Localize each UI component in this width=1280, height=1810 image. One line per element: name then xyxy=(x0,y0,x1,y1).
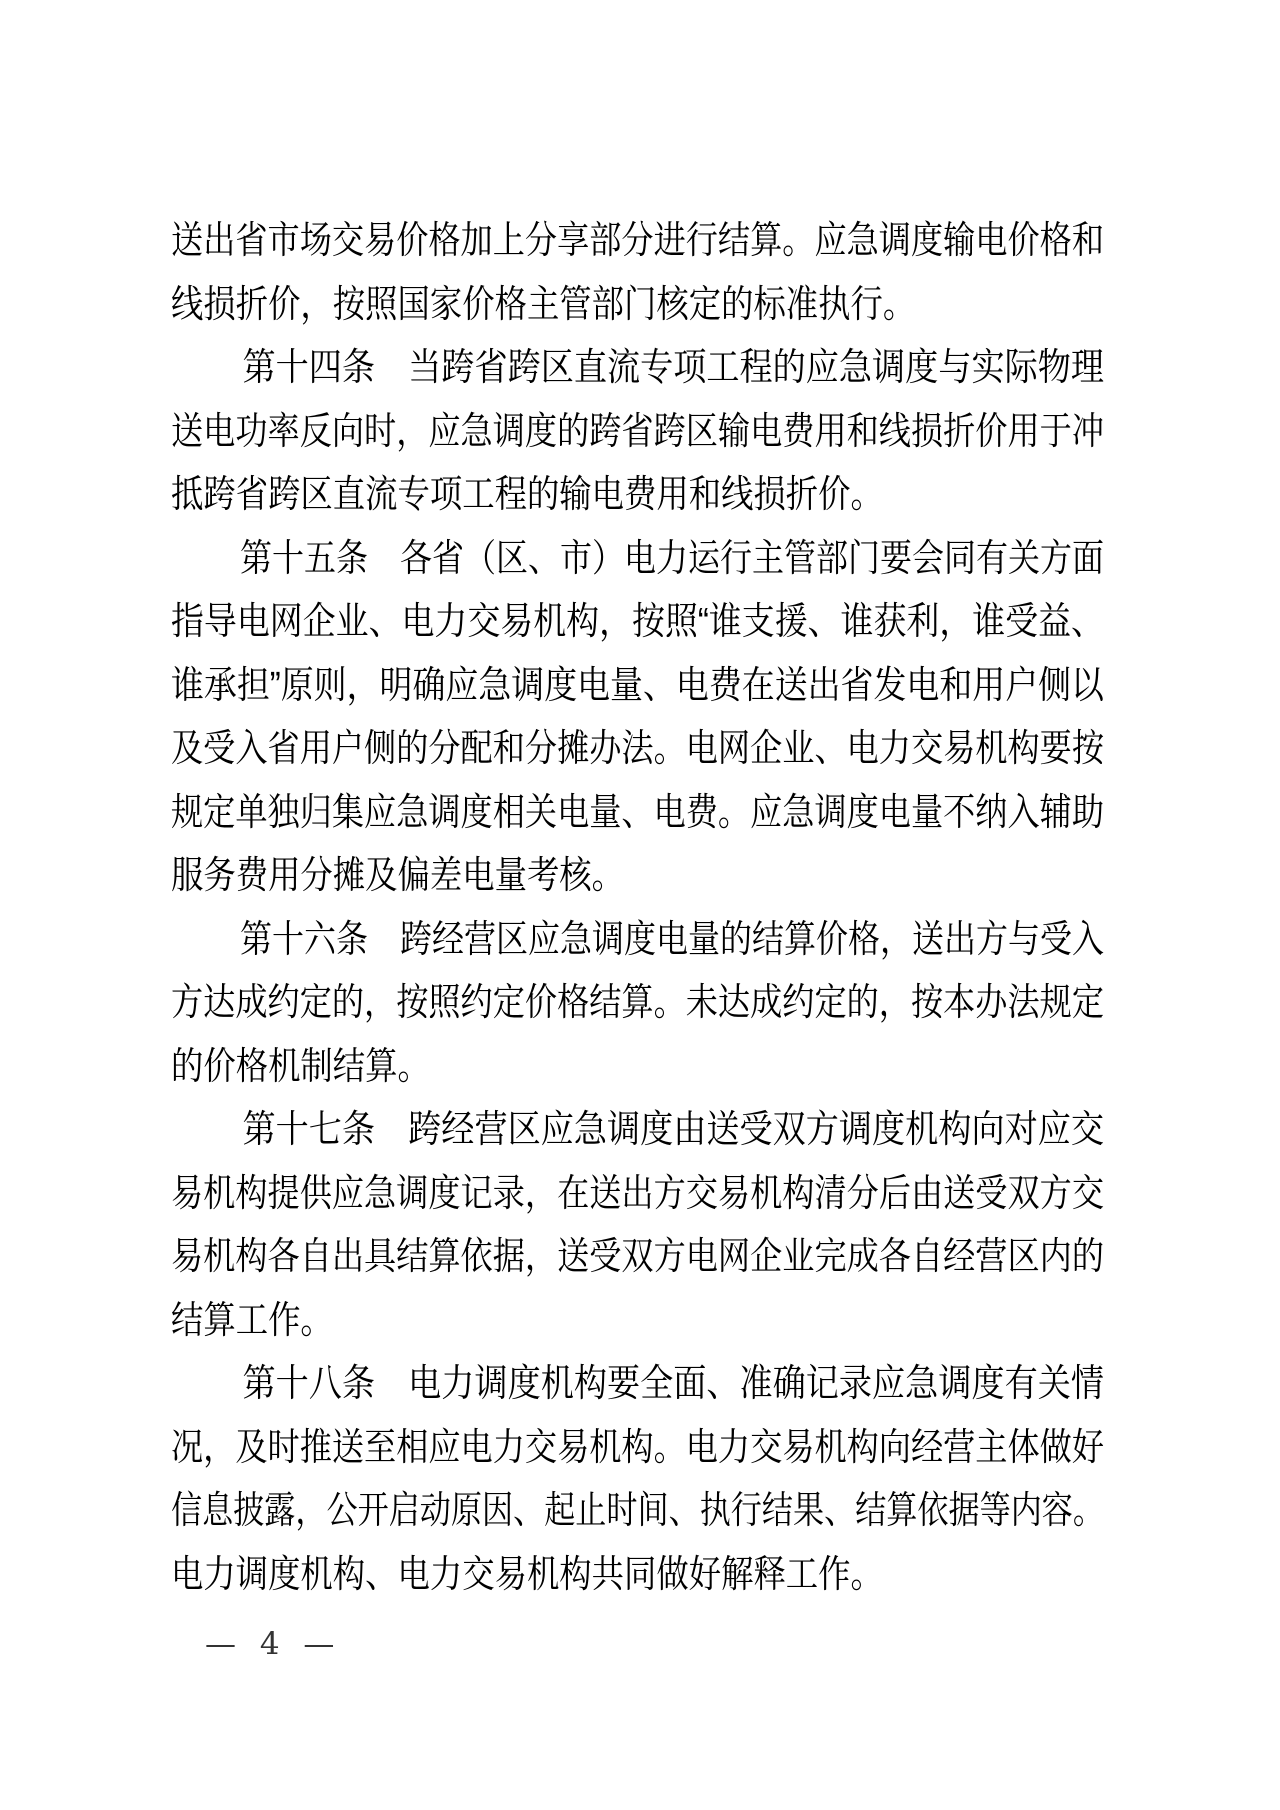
text-line: 线损折价，按照国家价格主管部门核定的标准执行。 xyxy=(171,283,916,326)
text-line: 结算工作。 xyxy=(171,1299,333,1342)
text-line: 抵跨省跨区直流专项工程的输电费用和线损折价。 xyxy=(171,474,883,516)
page-number: — 4 — xyxy=(205,1626,335,1662)
text-line: 送出省市场交易价格加上分享部分进行结算。应急调度输电价格和 xyxy=(171,220,1104,262)
text-line: 指导电网企业、电力交易机构，按照“谁支援、谁获利，谁受益、 xyxy=(171,601,1104,643)
text-line: 信息披露，公开启动原因、起止时间、执行结果、结算依据等内容。 xyxy=(171,1490,1104,1532)
text-line: 易机构各自出具结算依据，送受双方电网企业完成各自经营区内的 xyxy=(171,1236,1104,1278)
text-line: 及受入省用户侧的分配和分摊办法。电网企业、电力交易机构要按 xyxy=(171,728,1104,770)
text-line: 况，及时推送至相应电力交易机构。电力交易机构向经营主体做好 xyxy=(171,1426,1104,1469)
text-line: 易机构提供应急调度记录，在送出方交易机构清分后由送受双方交 xyxy=(171,1172,1104,1215)
text-line: 的价格机制结算。 xyxy=(171,1045,430,1088)
text-line: 电力调度机构、电力交易机构共同做好解释工作。 xyxy=(171,1553,883,1596)
text-line: 第十八条 电力调度机构要全面、准确记录应急调度有关情 xyxy=(242,1363,1105,1405)
text-line: 服务费用分摊及偏差电量考核。 xyxy=(171,855,625,897)
text-line: 第十五条 各省（区、市）电力运行主管部门要会同有关方面 xyxy=(240,537,1105,580)
text-line: 第十七条 跨经营区应急调度由送受双方调度机构向对应交 xyxy=(242,1109,1105,1151)
text-line: 送电功率反向时，应急调度的跨省跨区输电费用和线损折价用于冲 xyxy=(171,410,1104,453)
body-text xyxy=(171,210,1104,1607)
text-line: 谁承担”原则，明确应急调度电量、电费在送出省发电和用户侧以 xyxy=(171,664,1104,707)
text-line: 方达成约定的，按照约定价格结算。未达成约定的，按本办法规定 xyxy=(171,982,1104,1024)
text-line: 第十四条 当跨省跨区直流专项工程的应急调度与实际物理 xyxy=(242,347,1105,389)
text-line: 规定单独归集应急调度相关电量、电费。应急调度电量不纳入辅助 xyxy=(171,791,1104,834)
text-line: 第十六条 跨经营区应急调度电量的结算价格，送出方与受入 xyxy=(240,918,1105,961)
